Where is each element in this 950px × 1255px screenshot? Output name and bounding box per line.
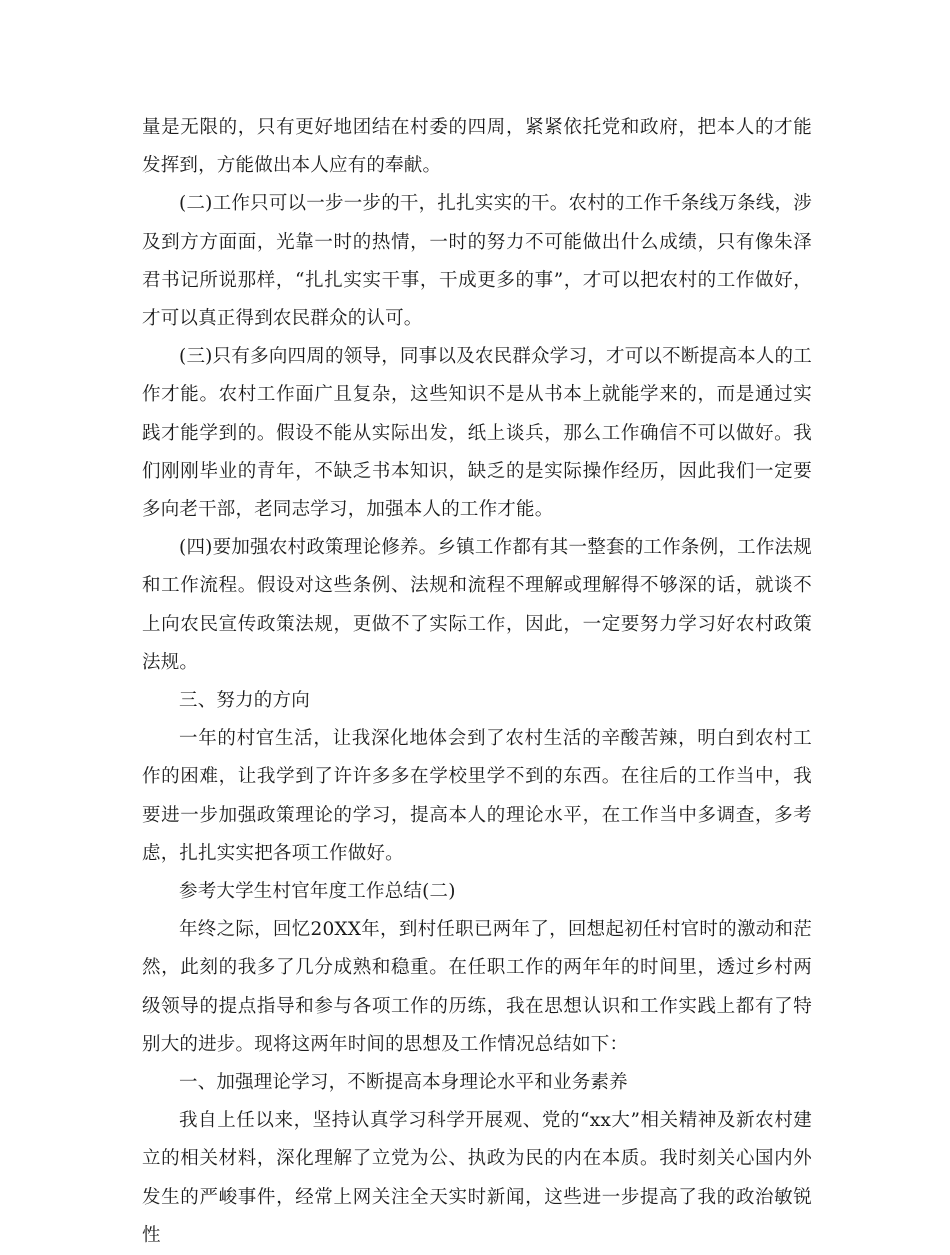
paragraph: 年终之际，回忆20XX年，到村任职已两年了，回想起初任村官时的激动和茫然，此刻的我多了几分成熟和稳重。在任职工作的两年年的时间里，透过乡村两级领导的提点指导和参与各项工作的历练，我在思想认识和工作实践上都有了特别大的进步。现将这两年时间的思想及工作情况总结如下： (142, 919, 812, 1055)
paragraph: (二)工作只可以一步一步的干，扎扎实实的干。农村的工作千条线万条线，涉及到方方面面，光靠一时的热情，一时的努力不可能做出什么成绩，只有像朱泽君书记所说那样，“扎扎实实干事，干成更多的事”，才可以把农村的工作做好，才可以真正得到农民群众的认可。 (142, 193, 812, 330)
section-heading: 三、努力的方向 (179, 690, 310, 712)
paragraph: (三)只有多向四周的领导，同事以及农民群众学习，才可以不断提高本人的工作才能。农村工作面广且复杂，这些知识不是从书本上就能学来的，而是通过实践才能学到的。假设不能从实际出发，纸上谈兵，那么工作确信不可以做好。我们刚刚毕业的青年，不缺乏书本知识，缺乏的是实际操作经历，因此我们一定要多向老干部，老同志学习，加强本人的工作才能。 (142, 346, 812, 521)
document-title: 参考大学生村官年度工作总结(二) (179, 881, 456, 903)
paragraph: 一年的村官生活，让我深化地体会到了农村生活的辛酸苦辣，明白到农村工作的困难，让我学到了许许多多在学校里学不到的东西。在往后的工作当中，我要进一步加强政策理论的学习，提高本人的理论水平，在工作当中多调查，多考虑，扎扎实实把各项工作做好。 (142, 728, 812, 864)
section-heading: 一、加强理论学习，不断提高本身理论水平和业务素养 (179, 1072, 628, 1094)
paragraph: 我自上任以来，坚持认真学习科学开展观、党的“xx大”相关精神及新农村建立的相关材料，深化理解了立党为公、执政为民的内在本质。我时刻关心国内外发生的严峻事件，经常上网关注全天实时新闻，这些进一步提高了我的政治敏锐性 (142, 1110, 812, 1246)
paragraph: (四)要加强农村政策理论修养。乡镇工作都有其一整套的工作条例，工作法规和工作流程。假设对这些条例、法规和流程不理解或理解得不够深的话，就谈不上向农民宣传政策法规，更做不了实际工作，因此，一定要努力学习好农村政策法规。 (142, 537, 812, 673)
document-body (142, 109, 812, 1255)
paragraph: 量是无限的，只有更好地团结在村委的四周，紧紧依托党和政府，把本人的才能发挥到，方能做出本人应有的奉献。 (142, 117, 812, 177)
